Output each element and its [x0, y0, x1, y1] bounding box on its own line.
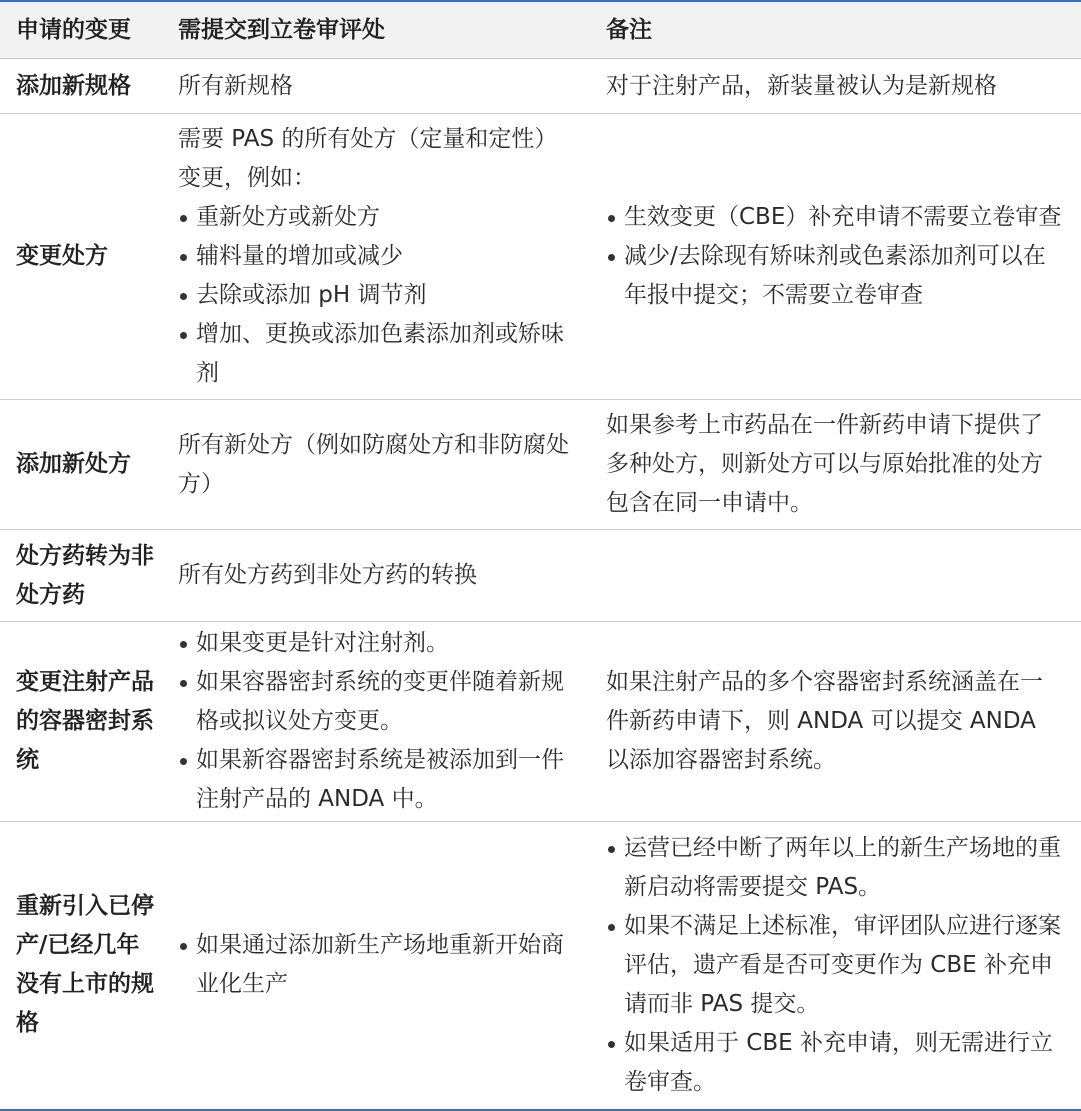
bullet-item: 如果容器密封系统的变更伴随着新规格或拟议处方变更。 [178, 663, 576, 741]
bullet-item: 如果不满足上述标准，审评团队应进行逐案评估，遗产看是否可变更作为 CBE 补充申请而非 PAS 提交。 [606, 907, 1065, 1024]
row-submit-cell [162, 622, 590, 822]
table-row [0, 114, 1081, 400]
table-row [0, 530, 1081, 622]
bullet-item: 如果适用于 CBE 补充申请，则无需进行立卷审查。 [606, 1024, 1065, 1102]
row-note-cell: 如果参考上市药品在一件新药申请下提供了多种处方，则新处方可以与原始批准的处方包含在同一申请中。 [606, 412, 1043, 516]
bullet-item: 增加、更换或添加色素添加剂或矫味剂 [178, 315, 576, 393]
row-submit-cell [162, 114, 590, 400]
table-row [0, 822, 1081, 1110]
row-change-cell: 添加新处方 [16, 451, 131, 477]
row-note-cell: 如果注射产品的多个容器密封系统涵盖在一件新药申请下，则 ANDA 可以提交 ANDA 以添加容器密封系统。 [606, 669, 1043, 773]
row-change-cell: 添加新规格 [16, 72, 131, 99]
row-change-cell: 变更注射产品的容器密封系统 [16, 669, 154, 773]
row-note-cell [590, 114, 1081, 400]
bullet-item: 如果通过添加新生产场地重新开始商业化生产 [178, 926, 576, 1004]
bullet-item: 辅料量的增加或减少 [178, 237, 576, 276]
row-change-cell: 处方药转为非处方药 [16, 542, 154, 608]
row-submit-cell: 所有处方药到非处方药的转换 [178, 562, 477, 588]
bullet-item: 去除或添加 pH 调节剂 [178, 276, 576, 315]
submit-bullet-list [178, 198, 576, 393]
note-bullet-list [606, 198, 1065, 315]
bullet-item: 运营已经中断了两年以上的新生产场地的重新启动将需要提交 PAS。 [606, 829, 1065, 907]
row-submit-cell: 所有新规格 [178, 72, 293, 99]
bullet-item: 生效变更（CBE）补充申请不需要立卷审查 [606, 198, 1065, 237]
bullet-item: 如果新容器密封系统是被添加到一件注射产品的 ANDA 中。 [178, 741, 576, 819]
header-note: 备注 [590, 1, 1081, 59]
row-change-cell: 重新引入已停产/已经几年没有上市的规格 [16, 893, 154, 1037]
table-header-row [0, 1, 1081, 59]
bullet-item: 如果变更是针对注射剂。 [178, 624, 576, 663]
note-bullet-list [606, 829, 1065, 1102]
bullet-item: 重新处方或新处方 [178, 198, 576, 237]
row-submit-cell [162, 822, 590, 1110]
header-submit: 需提交到立卷审评处 [162, 1, 590, 59]
table-row [0, 59, 1081, 114]
submit-bullet-list [178, 926, 576, 1004]
bullet-item: 减少/去除现有矫味剂或色素添加剂可以在年报中提交；不需要立卷审查 [606, 237, 1065, 315]
table-row [0, 400, 1081, 530]
submit-bullet-list [178, 624, 576, 819]
submit-intro-text: 需要 PAS 的所有处方（定量和定性）变更，例如： [178, 126, 558, 191]
header-change: 申请的变更 [0, 1, 162, 59]
row-change-cell: 变更处方 [16, 243, 108, 269]
row-note-cell [590, 822, 1081, 1110]
row-note-cell [590, 530, 1081, 622]
row-submit-cell: 所有新处方（例如防腐处方和非防腐处方） [178, 431, 569, 497]
row-note-cell: 对于注射产品，新装量被认为是新规格 [606, 72, 997, 99]
table-row [0, 622, 1081, 822]
